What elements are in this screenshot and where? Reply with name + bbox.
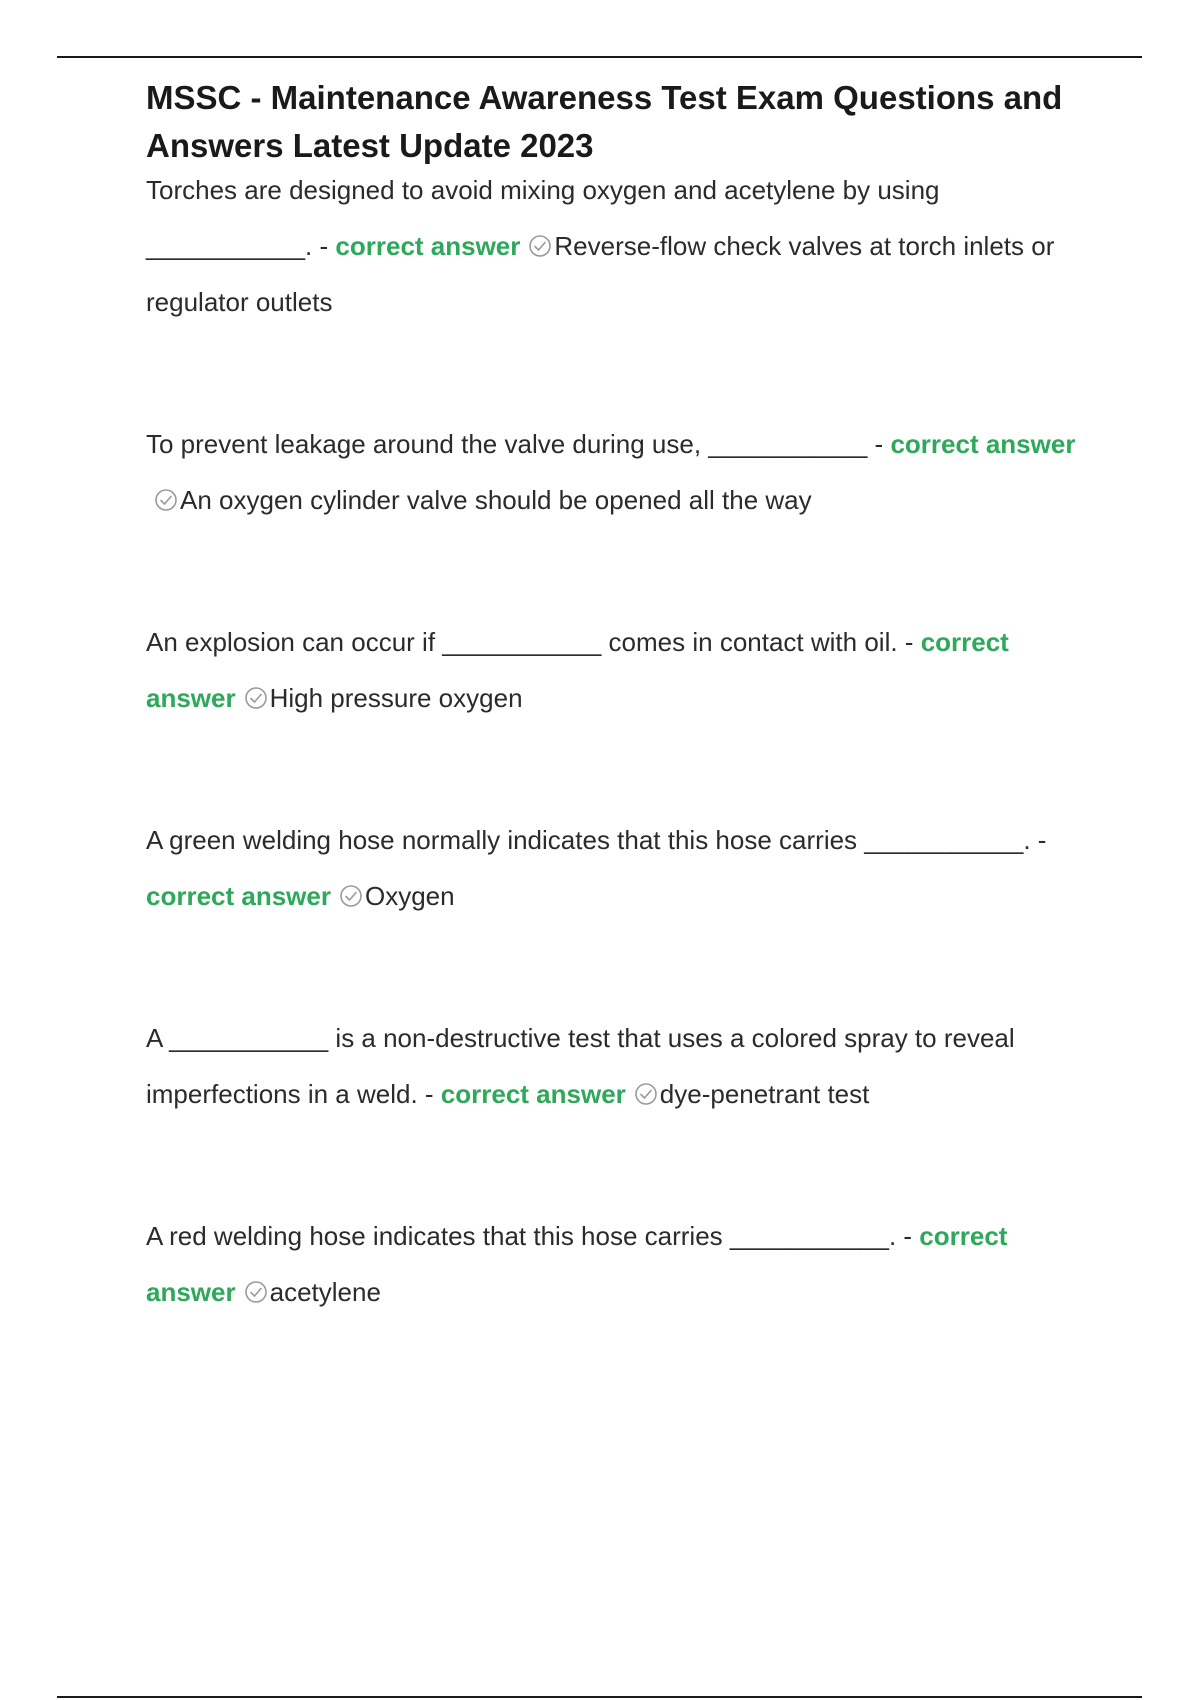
qa-item (146, 614, 1096, 726)
answer-text: dye-penetrant test (659, 1079, 870, 1109)
answer-text: An oxygen cylinder valve should be opened all the way (180, 485, 812, 515)
check-circle-icon (244, 686, 268, 710)
answer-text: Oxygen (364, 881, 455, 911)
bottom-rule (57, 1696, 1142, 1698)
top-rule (57, 56, 1142, 58)
qa-item (146, 162, 1096, 330)
qa-item (146, 1010, 1096, 1122)
document-body (146, 74, 1096, 1406)
qa-item (146, 1208, 1096, 1320)
answer-text: Reverse-flow check valves at torch inlets or regulator outlets (146, 231, 1055, 317)
qa-item (146, 416, 1096, 528)
question-text: A ___________ is a non-destructive test that uses a colored spray to reveal imperfections in a weld. - (146, 1023, 1015, 1109)
document-title: MSSC - Maintenance Awareness Test Exam Questions and Answers Latest Update 2023 (146, 79, 1063, 164)
correct-answer-label: correct answer (890, 429, 1076, 459)
question-text: A red welding hose indicates that this hose carries ___________. - (146, 1221, 913, 1251)
correct-answer-label: correct answer (146, 1221, 1008, 1307)
question-text: To prevent leakage around the valve during use, ___________ - (146, 429, 884, 459)
qa-list (146, 162, 1096, 1320)
question-text: A green welding hose normally indicates that this hose carries ___________. - (146, 825, 1047, 855)
check-circle-icon (339, 884, 363, 908)
check-circle-icon (528, 234, 552, 258)
answer-text: High pressure oxygen (269, 683, 523, 713)
answer-text: acetylene (269, 1277, 381, 1307)
correct-answer-label: correct answer (146, 881, 331, 911)
question-text: Torches are designed to avoid mixing oxygen and acetylene by using ___________. - (146, 175, 940, 261)
check-circle-icon (634, 1082, 658, 1106)
correct-answer-label: correct answer (335, 231, 521, 261)
correct-answer-label: correct answer (440, 1079, 626, 1109)
qa-item (146, 812, 1096, 924)
correct-answer-label: correct answer (146, 627, 1009, 713)
check-circle-icon (154, 488, 178, 512)
check-circle-icon (244, 1280, 268, 1304)
question-text: An explosion can occur if ___________ comes in contact with oil. - (146, 627, 914, 657)
